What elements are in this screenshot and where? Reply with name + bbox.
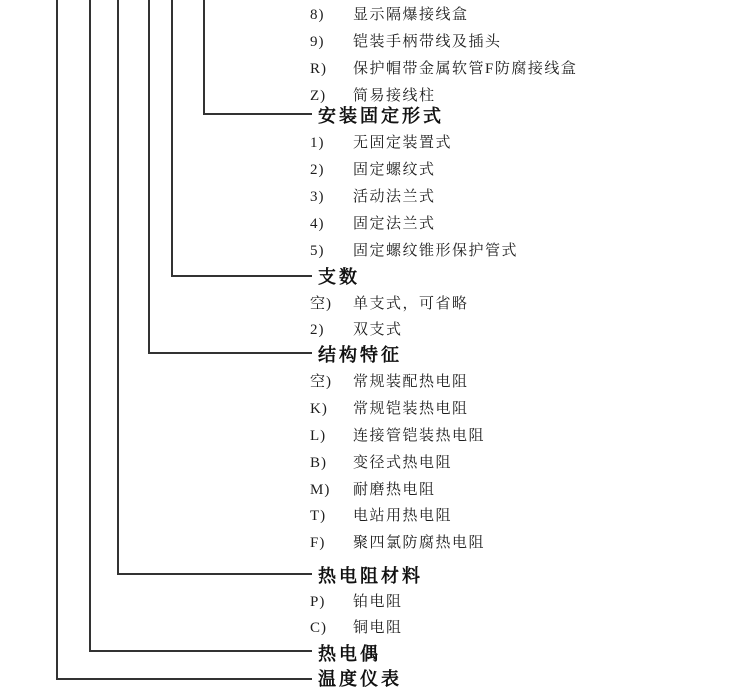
option-row [310, 592, 403, 612]
option-desc: 铂电阻 [353, 594, 403, 610]
option-row [310, 372, 469, 392]
section-header-mounting-type: 安装固定形式 [318, 106, 444, 126]
connector-hline-rtd-material [117, 573, 312, 575]
option-code: Z) [310, 88, 327, 104]
option-code: 5) [310, 243, 325, 259]
option-code: 4) [310, 216, 325, 232]
option-code: 空) [310, 296, 332, 312]
option-row [310, 241, 518, 261]
option-row [310, 453, 452, 473]
option-desc: 电站用热电阻 [353, 508, 453, 524]
option-desc: 连接管铠装热电阻 [353, 428, 486, 444]
option-code: 1) [310, 135, 325, 151]
option-desc: 活动法兰式 [353, 189, 436, 205]
option-desc: 变径式热电阻 [353, 455, 453, 471]
option-desc: 固定法兰式 [353, 216, 436, 232]
option-desc: 聚四氯防腐热电阻 [353, 535, 486, 551]
connector-hline-temperature-instrument [56, 678, 312, 680]
connector-hline-structure-feature [148, 352, 312, 354]
section-header-branch-count: 支数 [318, 267, 360, 287]
option-desc: 铠装手柄带线及插头 [353, 34, 502, 50]
option-code: M) [310, 482, 331, 498]
option-code: 8) [310, 7, 325, 23]
section-header-thermocouple: 热电偶 [318, 644, 381, 664]
option-code: R) [310, 61, 327, 77]
option-code: B) [310, 455, 327, 471]
option-desc: 固定螺纹锥形保护管式 [353, 243, 519, 259]
option-code: 9) [310, 34, 325, 50]
connector-vline-thermocouple [89, 0, 91, 652]
option-code: 2) [310, 322, 325, 338]
option-row [310, 187, 436, 207]
section-header-structure-feature: 结构特征 [318, 345, 402, 365]
connector-hline-branch-count [171, 275, 312, 277]
option-desc: 无固定装置式 [353, 135, 453, 151]
option-row [310, 533, 485, 553]
option-row [310, 618, 403, 638]
connector-vline-branch-count [171, 0, 173, 277]
option-desc: 常规铠装热电阻 [353, 401, 469, 417]
option-row [310, 86, 436, 106]
option-desc: 固定螺纹式 [353, 162, 436, 178]
option-code: T) [310, 508, 327, 524]
connector-vline-mounting-type [203, 0, 205, 115]
connector-vline-rtd-material [117, 0, 119, 575]
option-code: 2) [310, 162, 325, 178]
option-desc: 耐磨热电阻 [353, 482, 436, 498]
option-desc: 铜电阻 [353, 620, 403, 636]
option-code: 空) [310, 374, 332, 390]
section-header-rtd-material: 热电阻材料 [318, 566, 423, 586]
option-desc: 单支式，可省略 [353, 296, 469, 312]
connector-hline-thermocouple [89, 650, 312, 652]
option-desc: 保护帽带金属软管F防腐接线盒 [353, 61, 578, 77]
option-row [310, 214, 436, 234]
option-row [310, 160, 436, 180]
option-desc: 显示隔爆接线盒 [353, 7, 469, 23]
option-code: P) [310, 594, 326, 610]
option-row [310, 5, 469, 25]
option-code: 3) [310, 189, 325, 205]
connector-vline-temperature-instrument [56, 0, 58, 680]
option-row [310, 294, 469, 314]
option-row [310, 506, 452, 526]
option-row [310, 320, 403, 340]
option-row [310, 480, 436, 500]
connector-vline-structure-feature [148, 0, 150, 354]
option-code: C) [310, 620, 327, 636]
option-row [310, 133, 452, 153]
option-row [310, 59, 577, 79]
option-row [310, 32, 502, 52]
option-row [310, 426, 485, 446]
option-desc: 双支式 [353, 322, 403, 338]
option-desc: 常规装配热电阻 [353, 374, 469, 390]
option-code: K) [310, 401, 328, 417]
option-code: F) [310, 535, 326, 551]
connector-hline-mounting-type [203, 113, 312, 115]
section-header-temperature-instrument: 温度仪表 [318, 669, 402, 689]
option-row [310, 399, 469, 419]
option-code: L) [310, 428, 327, 444]
option-desc: 简易接线柱 [353, 88, 436, 104]
